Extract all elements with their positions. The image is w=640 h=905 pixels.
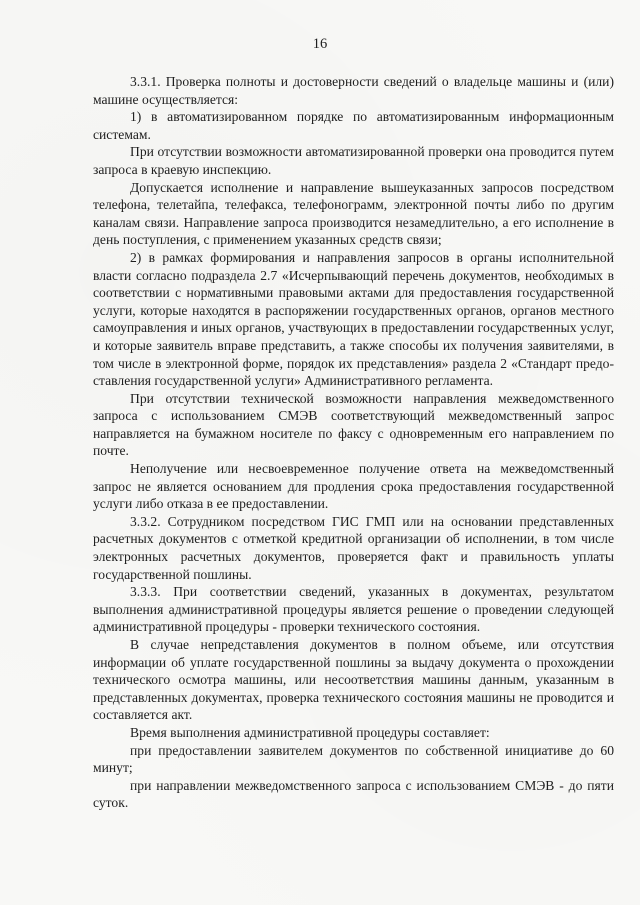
paragraph-time-smev: при направлении межведомственного запроса с использованием СМЭВ - до пяти суток.	[93, 777, 614, 811]
paragraph-no-response: Неполучение или несвоевременное получение ответа на межведомственный запрос не является основанием для продления срока предоставления государственной услуги либо отказа в ее предоставлении.	[93, 461, 614, 512]
paragraph-3-3-2-fee-check: 3.3.2. Сотрудником посредством ГИС ГМП или на основании представленных расчетных документов с отметкой кредитной организации об исполнении, в том числе электронных расчетных документов, проверяется факт и правильность уплаты государственной пошлины.	[93, 513, 614, 582]
document-body	[93, 73, 614, 812]
paragraph-procedure-time: Время выполнения административной процедуры составляет:	[130, 724, 490, 740]
paragraph-regional-inspection-request: При отсутствии возможности автоматизированной проверки она проводится путем запроса в краевую инспекцию.	[93, 144, 614, 177]
paragraph-incomplete-documents: В случае непредставления документов в полном объеме, или отсутствия информации об уплате государственной пошлины за выдачу документа о прохождении технического осмотра машины, или несоответствия машины данным, указанным в представленных документах, проверка технического состояния машины не проводится и составляется акт.	[93, 637, 614, 723]
paragraph-paper-request: При отсутствии технической возможности направления межведомственного запроса с использованием СМЭВ соответствующий межведомственный запрос направляется на бумажном носителе по факсу с одновременным его направлением по почте.	[93, 390, 614, 459]
paragraph-communication-channels: Допускается исполнение и направление вышеуказанных запросов посредством телефона, телетайпа, телефакса, телефонограмм, электронной почты либо по другим каналам связи. Направление запроса производится незамедлительно, а его исполнение в день поступления, с применением указанных средств связи;	[93, 179, 614, 248]
paragraph-interagency-requests: 2) в рамках формирования и направления запросов в органы исполнительной власти согласно подраздела 2.7 «Исчерпывающий перечень документов, необходимых в соответствии с нормативными правовыми актами для предоставления государственной услуги, которые находятся в распоряжении государственных органов, органов местного самоуправления и иных органов, участвующих в предоставлении государственных услуг, и которые заявитель вправе представить, а также способы их получения заявителями, в том числе в электронной форме, порядок их представления» раздела 2 «Стандарт предоставления государственной услуги» Административного регламента.	[93, 249, 614, 389]
page-number: 16	[312, 36, 328, 52]
paragraph-3-3-3-result: 3.3.3. При соответствии сведений, указанных в документах, результатом выполнения административной процедуры является решение о проведении следующей административной процедуры - проверки технического состояния.	[93, 584, 614, 635]
paragraph-automated-check: 1) в автоматизированном порядке по автоматизированным информационным системам.	[93, 109, 614, 142]
paragraph-time-own-initiative: при предоставлении заявителем документов по собственной инициативе до 60 минут;	[93, 742, 614, 776]
paragraph-3-3-1-intro: 3.3.1. Проверка полноты и достоверности сведений о владельце машины и (или) машине осуществляется:	[93, 74, 614, 107]
